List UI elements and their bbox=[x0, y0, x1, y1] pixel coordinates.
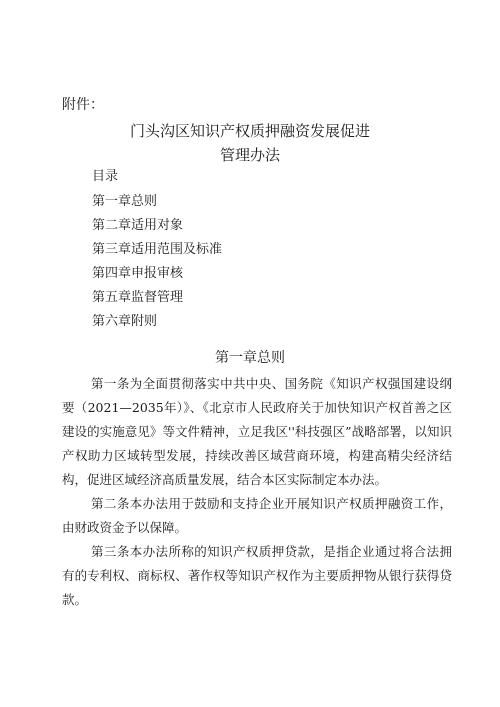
article-1-paragraph: 第一条为全面贯彻落实中共中央、国务院《知识产权强国建设纲要（2021—2035年）》、《北京市人民政府关于加快知识产权首善之区建设的实施意见》等文件精神，立足我区''科技强区”战略部署，以知识产权助力区域转型发展，持续改善区域营商环境，构建高精尖经济结构，促进区域经济高质量发展，结合本区实际制定本办法。 bbox=[62, 376, 452, 487]
toc-item-chapter-3: 第三章适用范围及标准 bbox=[92, 242, 223, 257]
toc-item-chapter-6: 第六章附则 bbox=[92, 314, 158, 329]
chapter-1-title: 第一章总则 bbox=[215, 350, 285, 366]
toc-item-chapter-2: 第二章适用对象 bbox=[92, 218, 184, 233]
article-3-paragraph: 第三条本办法所称的知识产权质押贷款，是指企业通过将合法拥有的专利权、商标权、著作权等知识产权作为主要质押物从银行获得贷款。 bbox=[62, 544, 452, 607]
toc-item-chapter-4: 第四章申报审核 bbox=[92, 266, 184, 281]
document-title-line-1: 门头沟区知识产权质押融资发展促进 bbox=[129, 122, 370, 140]
toc-item-chapter-5: 第五章监督管理 bbox=[92, 290, 184, 305]
document-title-line-2: 管理办法 bbox=[219, 146, 280, 164]
toc-heading: 目录 bbox=[92, 169, 119, 184]
article-2-paragraph: 第二条本办法用于鼓励和支持企业开展知识产权质押融资工作，由财政资金予以保障。 bbox=[62, 496, 452, 535]
attachment-label: 附件： bbox=[62, 97, 104, 113]
toc-item-chapter-1: 第一章总则 bbox=[92, 194, 158, 209]
